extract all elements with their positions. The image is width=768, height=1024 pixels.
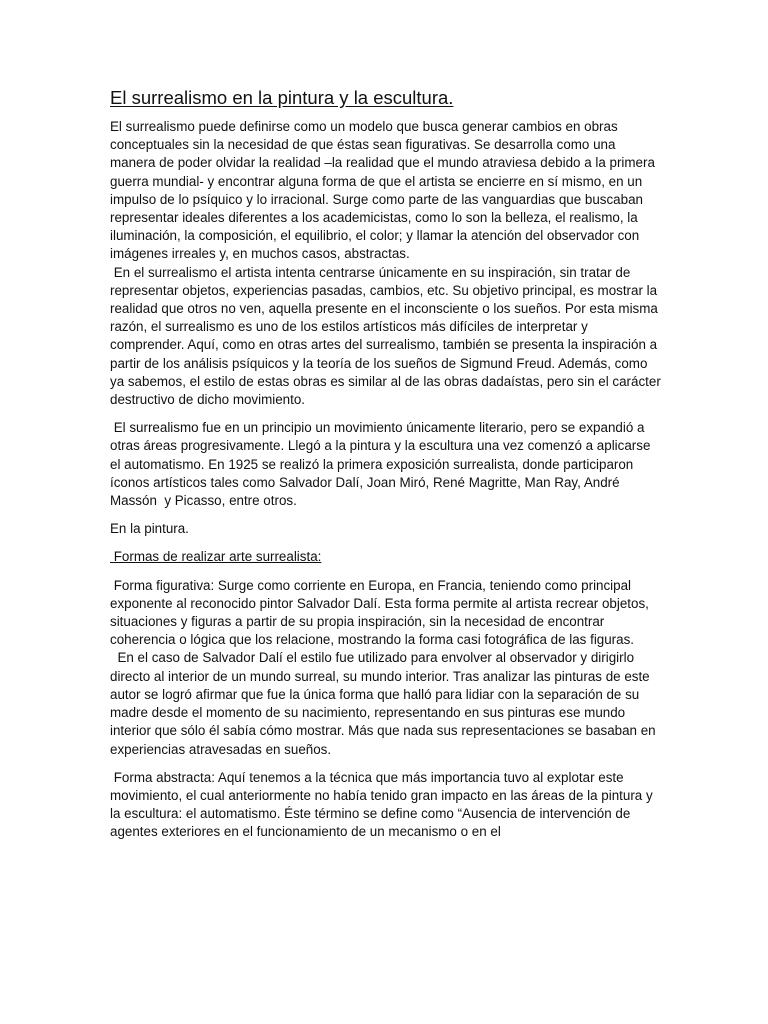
- document-title: El surrealismo en la pintura y la escultura.: [110, 87, 454, 108]
- section-heading-painting: En la pintura.: [110, 521, 189, 537]
- paragraph-figurative-form: Forma figurativa: Surge como corriente en Europa, en Francia, teniendo como principal exponente al reconocido pintor Salvador Dalí. Esta forma permite al artista recrear objetos, situaciones y figuras a partir de su propia inspiración, sin la necesidad de encontrar coherencia o lógica que los relacione, mostrando la forma casi fotográfica de las figuras.: [110, 577, 653, 648]
- paragraph-abstract-form: Forma abstracta: Aquí tenemos a la técnica que más importancia tuvo al explotar este movimiento, el cual anteriormente no había tenido gran impacto en las áreas de la pintura y la escultura: el automatismo. Éste término se define como “Ausencia de intervención de agentes exteriores en el funcionamiento de un mecanismo o en el: [110, 769, 657, 840]
- paragraph-inspiration: En el surrealismo el artista intenta centrarse únicamente en su inspiración, sin tratar de representar objetos, experiencias pasadas, cambios, etc. Su objetivo principal, es mostrar la realidad que otros no ven, aquella presente en el inconsciente o los sueños. Por esta misma razón, el surrealismo es uno de los estilos artísticos más difíciles de interpretar y comprender. Aquí, como en otras artes del surrealismo, también se presenta la inspiración a partir de los análisis psíquicos y la teoría de los sueños de Sigmund Freud. Además, como ya sabemos, el estilo de estas obras es similar al de las obras dadaístas, pero sin el carácter destructivo de dicho movimiento.: [110, 264, 665, 408]
- paragraph-history: El surrealismo fue en un principio un movimiento únicamente literario, pero se expandió a otras áreas progresivamente. Llegó a la pintura y la escultura una vez comenzó a aplicarse el automatismo. En 1925 se realizó la primera exposición surrealista, donde participaron íconos artísticos tales como Salvador Dalí, Joan Miró, René Magritte, Man Ray, André Massón y Picasso, entre otros.: [110, 420, 655, 509]
- paragraph-intro: El surrealismo puede definirse como un modelo que busca generar cambios en obras conceptuales sin la necesidad de que éstas sean figurativas. Se desarrolla como una manera de poder olvidar la realidad –la realidad que el mundo atraviesa debido a la primera guerra mundial- y encontrar alguna forma de que el artista se encierre en sí mismo, en un impulso de lo psíquico y lo irracional. Surge como parte de las vanguardias que buscaban representar ideales diferentes a los academicistas, como lo son la belleza, el realismo, la iluminación, la composición, el equilibrio, el color; y llamar la atención del observador con imágenes irreales y, en muchos casos, abstractas.: [110, 119, 659, 262]
- paragraph-dali: En el caso de Salvador Dalí el estilo fue utilizado para envolver al observador y dirigirlo directo al interior de un mundo surreal, su mundo interior. Tras analizar las pinturas de este autor se logró afirmar que fue la única forma que halló para lidiar con la separación de su madre desde el momento de su nacimiento, representando en sus pinturas ese mundo interior que sólo él sabía cómo mostrar. Más que nada sus representaciones se basaban en experiencias atravesadas en sueños.: [110, 650, 660, 757]
- subheading-forms: Formas de realizar arte surrealista:: [110, 549, 322, 565]
- document-page: [110, 86, 665, 842]
